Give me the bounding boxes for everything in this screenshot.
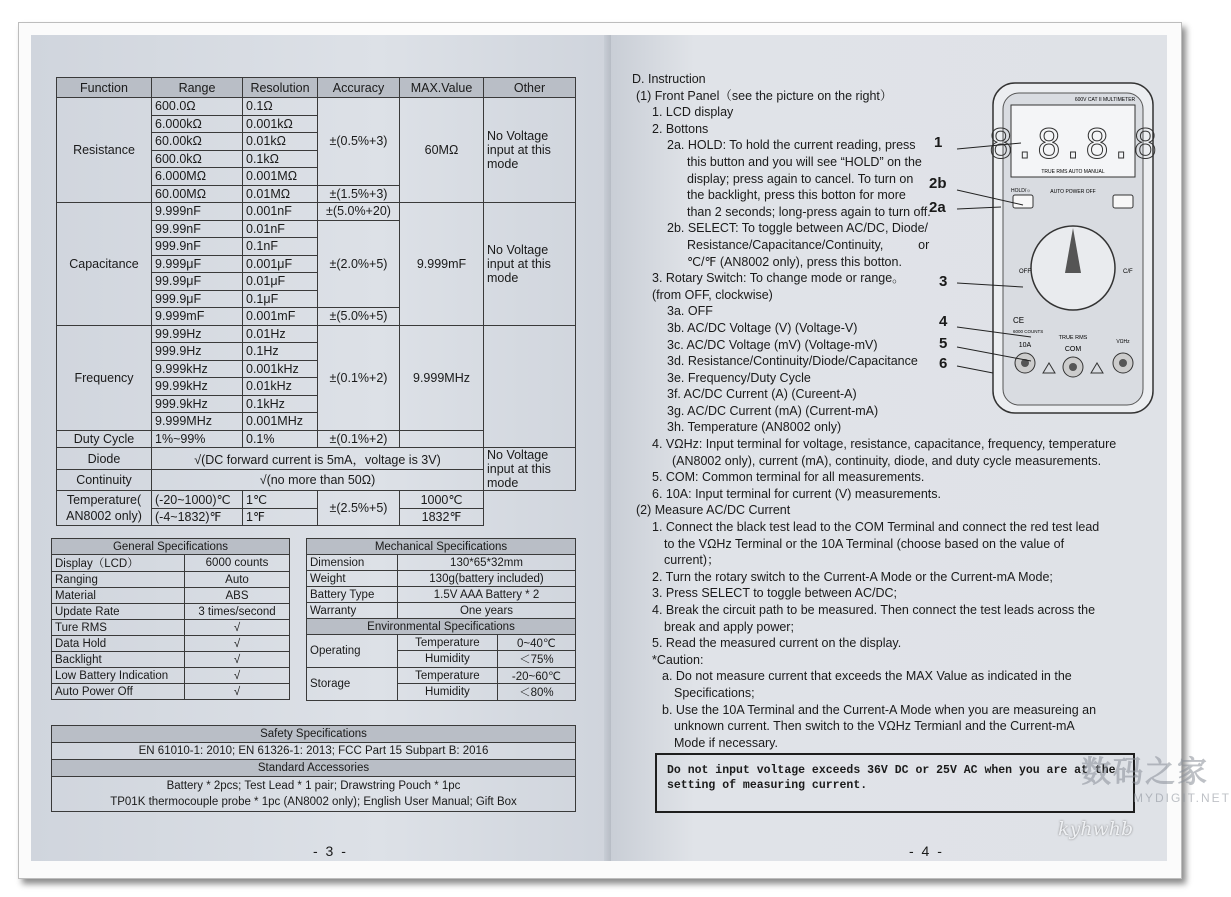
- callout-line-1: [957, 143, 1021, 149]
- mechanical-specifications-table: [306, 538, 576, 701]
- callout-line-3: [957, 283, 1023, 287]
- resolution-cell: 0.1nF: [243, 238, 318, 256]
- jack-hole-icon: [1119, 359, 1127, 367]
- table-row: [52, 636, 290, 652]
- resolution-cell: 0.001MΩ: [243, 168, 318, 186]
- range-cell: 999.9nF: [152, 238, 243, 256]
- list-item: 2a. HOLD: To hold the current reading, press: [667, 138, 916, 153]
- resolution-cell: 0.01nF: [243, 220, 318, 238]
- resolution-cell: 1℃: [243, 491, 318, 509]
- resolution-cell: 0.01kHz: [243, 378, 318, 396]
- callout-2b: 2b: [929, 175, 947, 192]
- resolution-cell: 0.1kΩ: [243, 150, 318, 168]
- list-item: 3d. Resistance/Continuity/Diode/Capacitance: [667, 354, 918, 369]
- list-item: unknown current. Then switch to the VΩHz Termianl and the Current-mA: [674, 719, 1075, 734]
- watermark: [1081, 747, 1231, 805]
- watermark-cn: 数码之家: [1081, 755, 1209, 790]
- off-label: OFF: [1019, 269, 1031, 275]
- resolution-cell: 0.001MHz: [243, 413, 318, 431]
- environmental-specs-title: Environmental Specifications: [307, 619, 576, 635]
- range-cell: 6.000kΩ: [152, 115, 243, 133]
- callout-line-2a: [957, 207, 1001, 209]
- photographer-credit: kyhwhb: [1058, 818, 1134, 840]
- range-cell: 1%~99%: [152, 430, 243, 448]
- header-resolution: Resolution: [243, 78, 318, 98]
- callout-6: 6: [939, 355, 948, 372]
- callout-line-5: [957, 347, 1031, 361]
- humidity-label: Humidity: [398, 684, 498, 701]
- temperature-label: Temperature: [398, 635, 498, 651]
- function-continuity: Continuity: [57, 470, 152, 491]
- callout-line-2b: [957, 190, 1023, 205]
- header-function: Function: [57, 78, 152, 98]
- resolution-cell: 0.1%: [243, 430, 318, 448]
- accessories-line: Battery * 2pcs; Test Lead * 1 pair; Drawstring Pouch * 1pc: [166, 780, 461, 792]
- spec-value: ＜80%: [497, 684, 575, 701]
- jack-hole-icon: [1069, 363, 1077, 371]
- spec-value: ABS: [185, 588, 290, 604]
- range-cell: 9.999kHz: [152, 360, 243, 378]
- spec-label: Display（LCD）: [52, 555, 185, 572]
- spec-value: √: [185, 668, 290, 684]
- list-item: Resistance/Capacitance/Continuity, or: [687, 237, 930, 252]
- list-item: 5. Read the measured current on the display.: [652, 636, 902, 651]
- list-item: 3. Rotary Switch: To change mode or range。: [652, 271, 905, 286]
- max-value-cell: 9.999mF: [400, 203, 484, 326]
- standard-accessories-title: Standard Accessories: [52, 760, 576, 777]
- storage-label: Storage: [307, 668, 398, 701]
- range-cell: 999.9Hz: [152, 343, 243, 361]
- list-item: 4. Break the circuit path to be measured. Then connect the test leads across the: [652, 603, 1096, 617]
- table-row: [52, 588, 290, 604]
- lcd-digits: 8.8.8.8: [988, 122, 1158, 168]
- range-cell: 9.999nF: [152, 203, 243, 221]
- accuracy-cell: ±(2.5%+5): [318, 491, 400, 526]
- function-frequency: Frequency: [57, 325, 152, 430]
- range-cell: 99.99kHz: [152, 378, 243, 396]
- table-row: [307, 555, 576, 571]
- safety-specs-text: EN 61010-1: 2010; EN 61326-1: 2013; FCC Part 15 Subpart B: 2016: [52, 743, 576, 760]
- range-cell: 9.999μF: [152, 255, 243, 273]
- table-row: [52, 604, 290, 620]
- table-row: [52, 684, 290, 700]
- watermark-en: MYDIGIT.NET: [1133, 791, 1231, 805]
- list-item: display; press again to cancel. To turn on: [687, 171, 914, 186]
- left-page: [31, 35, 611, 861]
- list-item: 3e. Frequency/Duty Cycle: [667, 370, 811, 385]
- list-item: ℃/℉ (AN8002 only), press this botton.: [687, 254, 902, 269]
- resolution-cell: 0.01μF: [243, 273, 318, 291]
- header-max-value: MAX.Value: [400, 78, 484, 98]
- list-item: the backlight, press this botton for more: [687, 188, 906, 203]
- resolution-cell: 0.01Hz: [243, 325, 318, 343]
- resolution-cell: 0.001μF: [243, 255, 318, 273]
- list-item: to the VΩHz Terminal or the 10A Terminal (choose based on the value of: [664, 536, 1065, 551]
- range-cell: 999.9μF: [152, 290, 243, 308]
- range-cell: (-20~1000)℃: [152, 491, 243, 509]
- true-rms-label: TRUE RMS: [1058, 335, 1088, 341]
- resolution-cell: 1℉: [243, 508, 318, 526]
- spec-value: Auto: [185, 572, 290, 588]
- specifications-table: [56, 77, 576, 526]
- list-item: break and apply power;: [664, 619, 794, 634]
- max-value-cell: 1832℉: [400, 508, 484, 526]
- spec-value: -20~60℃: [497, 668, 575, 684]
- callout-2a: 2a: [929, 199, 946, 216]
- table-row: [52, 572, 290, 588]
- accessories-text: [52, 777, 576, 812]
- accuracy-cell: ±(2.0%+5): [318, 220, 400, 308]
- terminal-v-label: VΩHz: [1116, 339, 1130, 345]
- callout-line-6: [957, 366, 993, 373]
- list-item: 1. Connect the black test lead to the COM Terminal and connect the red test lead: [652, 520, 1100, 535]
- table-row: [57, 448, 576, 470]
- mechanical-specs-title: Mechanical Specifications: [307, 539, 576, 555]
- spec-value: √: [185, 636, 290, 652]
- safety-specs-title: Safety Specifications: [52, 726, 576, 743]
- list-item: (from OFF, clockwise): [652, 287, 773, 302]
- table-row: [52, 620, 290, 636]
- spec-value: 6000 counts: [185, 555, 290, 572]
- temperature-label: Temperature: [398, 668, 498, 684]
- spec-value: 130*65*32mm: [398, 555, 576, 571]
- ce-mark: CE: [1013, 316, 1025, 325]
- caution-heading: *Caution:: [652, 652, 704, 667]
- other-cell: No Voltage input at this mode: [484, 448, 576, 491]
- list-item: 3g. AC/DC Current (mA) (Current-mA): [667, 403, 879, 418]
- diode-spec: √(DC forward current is 5mA，voltage is 3V): [152, 448, 484, 470]
- list-item: 5. COM: Common terminal for all measurements.: [652, 470, 925, 485]
- page-number: - 4 -: [909, 843, 944, 859]
- resolution-cell: 0.1kHz: [243, 395, 318, 413]
- function-diode: Diode: [57, 448, 152, 470]
- accessories-line: TP01K thermocouple probe * 1pc (AN8002 only); English User Manual; Gift Box: [110, 796, 517, 808]
- header-range: Range: [152, 78, 243, 98]
- spec-label: Dimension: [307, 555, 398, 571]
- display-top-label: 600V CAT II MULTIMETER: [1074, 97, 1136, 103]
- table-row: [307, 668, 576, 684]
- warning-line: setting of measuring current.: [667, 779, 868, 792]
- spec-value: √: [185, 684, 290, 700]
- max-value-cell: 1000℃: [400, 491, 484, 509]
- table-row: [57, 203, 576, 221]
- range-cell: 9.999MHz: [152, 413, 243, 431]
- list-item: (AN8002 only), current (mA), continuity, diode, and duty cycle measurements.: [672, 453, 1102, 468]
- safety-accessories-table: [51, 725, 576, 812]
- warning-line: Do not input voltage exceeds 36V DC or 25V AC when you are at the: [667, 764, 1116, 777]
- table-row: [52, 652, 290, 668]
- list-item: 2b. SELECT: To toggle between AC/DC, Diode/: [667, 221, 929, 236]
- list-item: current)；: [664, 553, 720, 568]
- list-item: 4. VΩHz: Input terminal for voltage, resistance, capacitance, frequency, temperature: [652, 437, 1117, 452]
- resolution-cell: 0.001mF: [243, 308, 318, 326]
- spec-value: 0~40℃: [497, 635, 575, 651]
- spec-label: Low Battery Indication: [52, 668, 185, 684]
- spec-label: Backlight: [52, 652, 185, 668]
- table-row: [57, 98, 576, 116]
- resolution-cell: 0.01kΩ: [243, 133, 318, 151]
- list-item: Specifications;: [674, 685, 755, 700]
- select-button[interactable]: [1113, 195, 1133, 208]
- range-cell: 99.99nF: [152, 220, 243, 238]
- spec-value: 3 times/second: [185, 604, 290, 620]
- list-item: 3c. AC/DC Voltage (mV) (Voltage-mV): [667, 337, 878, 352]
- function-duty-cycle: Duty Cycle: [57, 430, 152, 448]
- subsection-heading: (2) Measure AC/DC Current: [636, 503, 791, 518]
- list-item: 2. Bottons: [652, 121, 709, 136]
- range-cell: 60.00kΩ: [152, 133, 243, 151]
- range-cell: 99.99Hz: [152, 325, 243, 343]
- hold-label: HOLD/☼: [1011, 188, 1031, 194]
- range-cell: 999.9kHz: [152, 395, 243, 413]
- max-value-cell-empty: [400, 430, 484, 448]
- list-item: than 2 seconds; long-press again to turn off.: [687, 204, 931, 219]
- list-item: 3a. OFF: [667, 304, 713, 319]
- spec-value: 130g(battery included): [398, 571, 576, 587]
- table-row: [57, 491, 576, 509]
- callout-1: 1: [934, 134, 943, 151]
- range-cell: 600.0Ω: [152, 98, 243, 116]
- cf-label: C/F: [1123, 269, 1133, 275]
- resolution-cell: 0.1μF: [243, 290, 318, 308]
- other-cell: No Voltage input at this mode: [484, 98, 576, 203]
- table-row: [52, 555, 290, 572]
- resolution-cell: 0.1Ω: [243, 98, 318, 116]
- spec-value: ＜75%: [497, 651, 575, 668]
- list-item: b. Use the 10A Terminal and the Current-A Mode when you are measureing an: [662, 702, 1097, 717]
- terminal-com-label: COM: [1064, 346, 1082, 353]
- range-cell: (-4~1832)℉: [152, 508, 243, 526]
- other-cell: No Voltage input at this mode: [484, 203, 576, 326]
- operating-label: Operating: [307, 635, 398, 668]
- list-item: 3b. AC/DC Voltage (V) (Voltage-V): [667, 320, 858, 335]
- list-item: 3f. AC/DC Current (A) (Cureent-A): [667, 387, 857, 402]
- table-header-row: [57, 78, 576, 98]
- list-item: a. Do not measure current that exceeds the MAX Value as indicated in the: [662, 669, 1072, 684]
- spec-label: Ture RMS: [52, 620, 185, 636]
- booklet: [31, 35, 1231, 861]
- spec-label: Battery Type: [307, 587, 398, 603]
- range-cell: 600.0kΩ: [152, 150, 243, 168]
- callout-3: 3: [939, 273, 948, 290]
- list-item: 3. Press SELECT to toggle between AC/DC;: [652, 586, 898, 601]
- accuracy-cell: ±(1.5%+3): [318, 185, 400, 203]
- callout-line-4: [957, 327, 1031, 337]
- accuracy-cell: ±(0.1%+2): [318, 325, 400, 430]
- header-accuracy: Accuracy: [318, 78, 400, 98]
- range-cell: 99.99μF: [152, 273, 243, 291]
- spec-label: Warranty: [307, 603, 398, 619]
- spec-value: √: [185, 652, 290, 668]
- spec-value: One years: [398, 603, 576, 619]
- auto-power-off-label: AUTO POWER OFF: [1050, 189, 1096, 195]
- table-row: [57, 325, 576, 343]
- spec-value: √: [185, 620, 290, 636]
- spec-value: 1.5V AAA Battery * 2: [398, 587, 576, 603]
- resolution-cell: 0.001kΩ: [243, 115, 318, 133]
- resolution-cell: 0.1Hz: [243, 343, 318, 361]
- list-item: 3h. Temperature (AN8002 only): [667, 420, 842, 435]
- spec-label: Data Hold: [52, 636, 185, 652]
- list-item: 1. LCD display: [652, 105, 734, 120]
- general-specs-title: General Specifications: [52, 539, 290, 555]
- resolution-cell: 0.001kHz: [243, 360, 318, 378]
- subsection-heading: (1) Front Panel（see the picture on the right）: [636, 88, 893, 103]
- terminal-10a-label: 10A: [1018, 342, 1032, 349]
- general-specifications-table: [51, 538, 290, 700]
- function-temperature: Temperature( AN8002 only): [57, 491, 152, 526]
- blank-cell: [484, 491, 576, 526]
- spec-label: Ranging: [52, 572, 185, 588]
- accuracy-cell: ±(5.0%+20): [318, 203, 400, 221]
- counts-label: 6000 COUNTS: [1013, 329, 1044, 334]
- other-cell-empty: [484, 325, 576, 448]
- list-item: Mode if necessary.: [674, 735, 778, 750]
- display-bottom-label: TRUE RMS AUTO MANUAL: [1041, 169, 1105, 175]
- list-item: 2. Turn the rotary switch to the Current-A Mode or the Current-mA Mode;: [652, 569, 1053, 584]
- continuity-spec: √(no more than 50Ω): [152, 470, 484, 491]
- table-row: [307, 571, 576, 587]
- spec-label: Material: [52, 588, 185, 604]
- resolution-cell: 0.001nF: [243, 203, 318, 221]
- humidity-label: Humidity: [398, 651, 498, 668]
- resolution-cell: 0.01MΩ: [243, 185, 318, 203]
- spec-label: Auto Power Off: [52, 684, 185, 700]
- list-item: this button and you will see “HOLD” on the: [687, 154, 922, 169]
- accuracy-cell: ±(5.0%+5): [318, 308, 400, 326]
- table-row: [307, 603, 576, 619]
- table-row: [307, 587, 576, 603]
- function-resistance: Resistance: [57, 98, 152, 203]
- page-number: - 3 -: [313, 843, 348, 859]
- spec-label: Weight: [307, 571, 398, 587]
- callout-5: 5: [939, 335, 948, 352]
- table-row: [52, 668, 290, 684]
- range-cell: 9.999mF: [152, 308, 243, 326]
- max-value-cell: 60MΩ: [400, 98, 484, 203]
- accuracy-cell: ±(0.5%+3): [318, 98, 400, 186]
- list-item: 6. 10A: Input terminal for current (V) measurements.: [652, 486, 942, 501]
- header-other: Other: [484, 78, 576, 98]
- range-cell: 6.000MΩ: [152, 168, 243, 186]
- warning-box: [655, 753, 1135, 813]
- spec-label: Update Rate: [52, 604, 185, 620]
- max-value-cell: 9.999MHz: [400, 325, 484, 430]
- callout-4: 4: [939, 313, 948, 330]
- accuracy-cell: ±(0.1%+2): [318, 430, 400, 448]
- table-row: [307, 635, 576, 651]
- right-page: [611, 35, 1231, 861]
- function-capacitance: Capacitance: [57, 203, 152, 326]
- range-cell: 60.00MΩ: [152, 185, 243, 203]
- section-heading: D. Instruction: [632, 72, 706, 86]
